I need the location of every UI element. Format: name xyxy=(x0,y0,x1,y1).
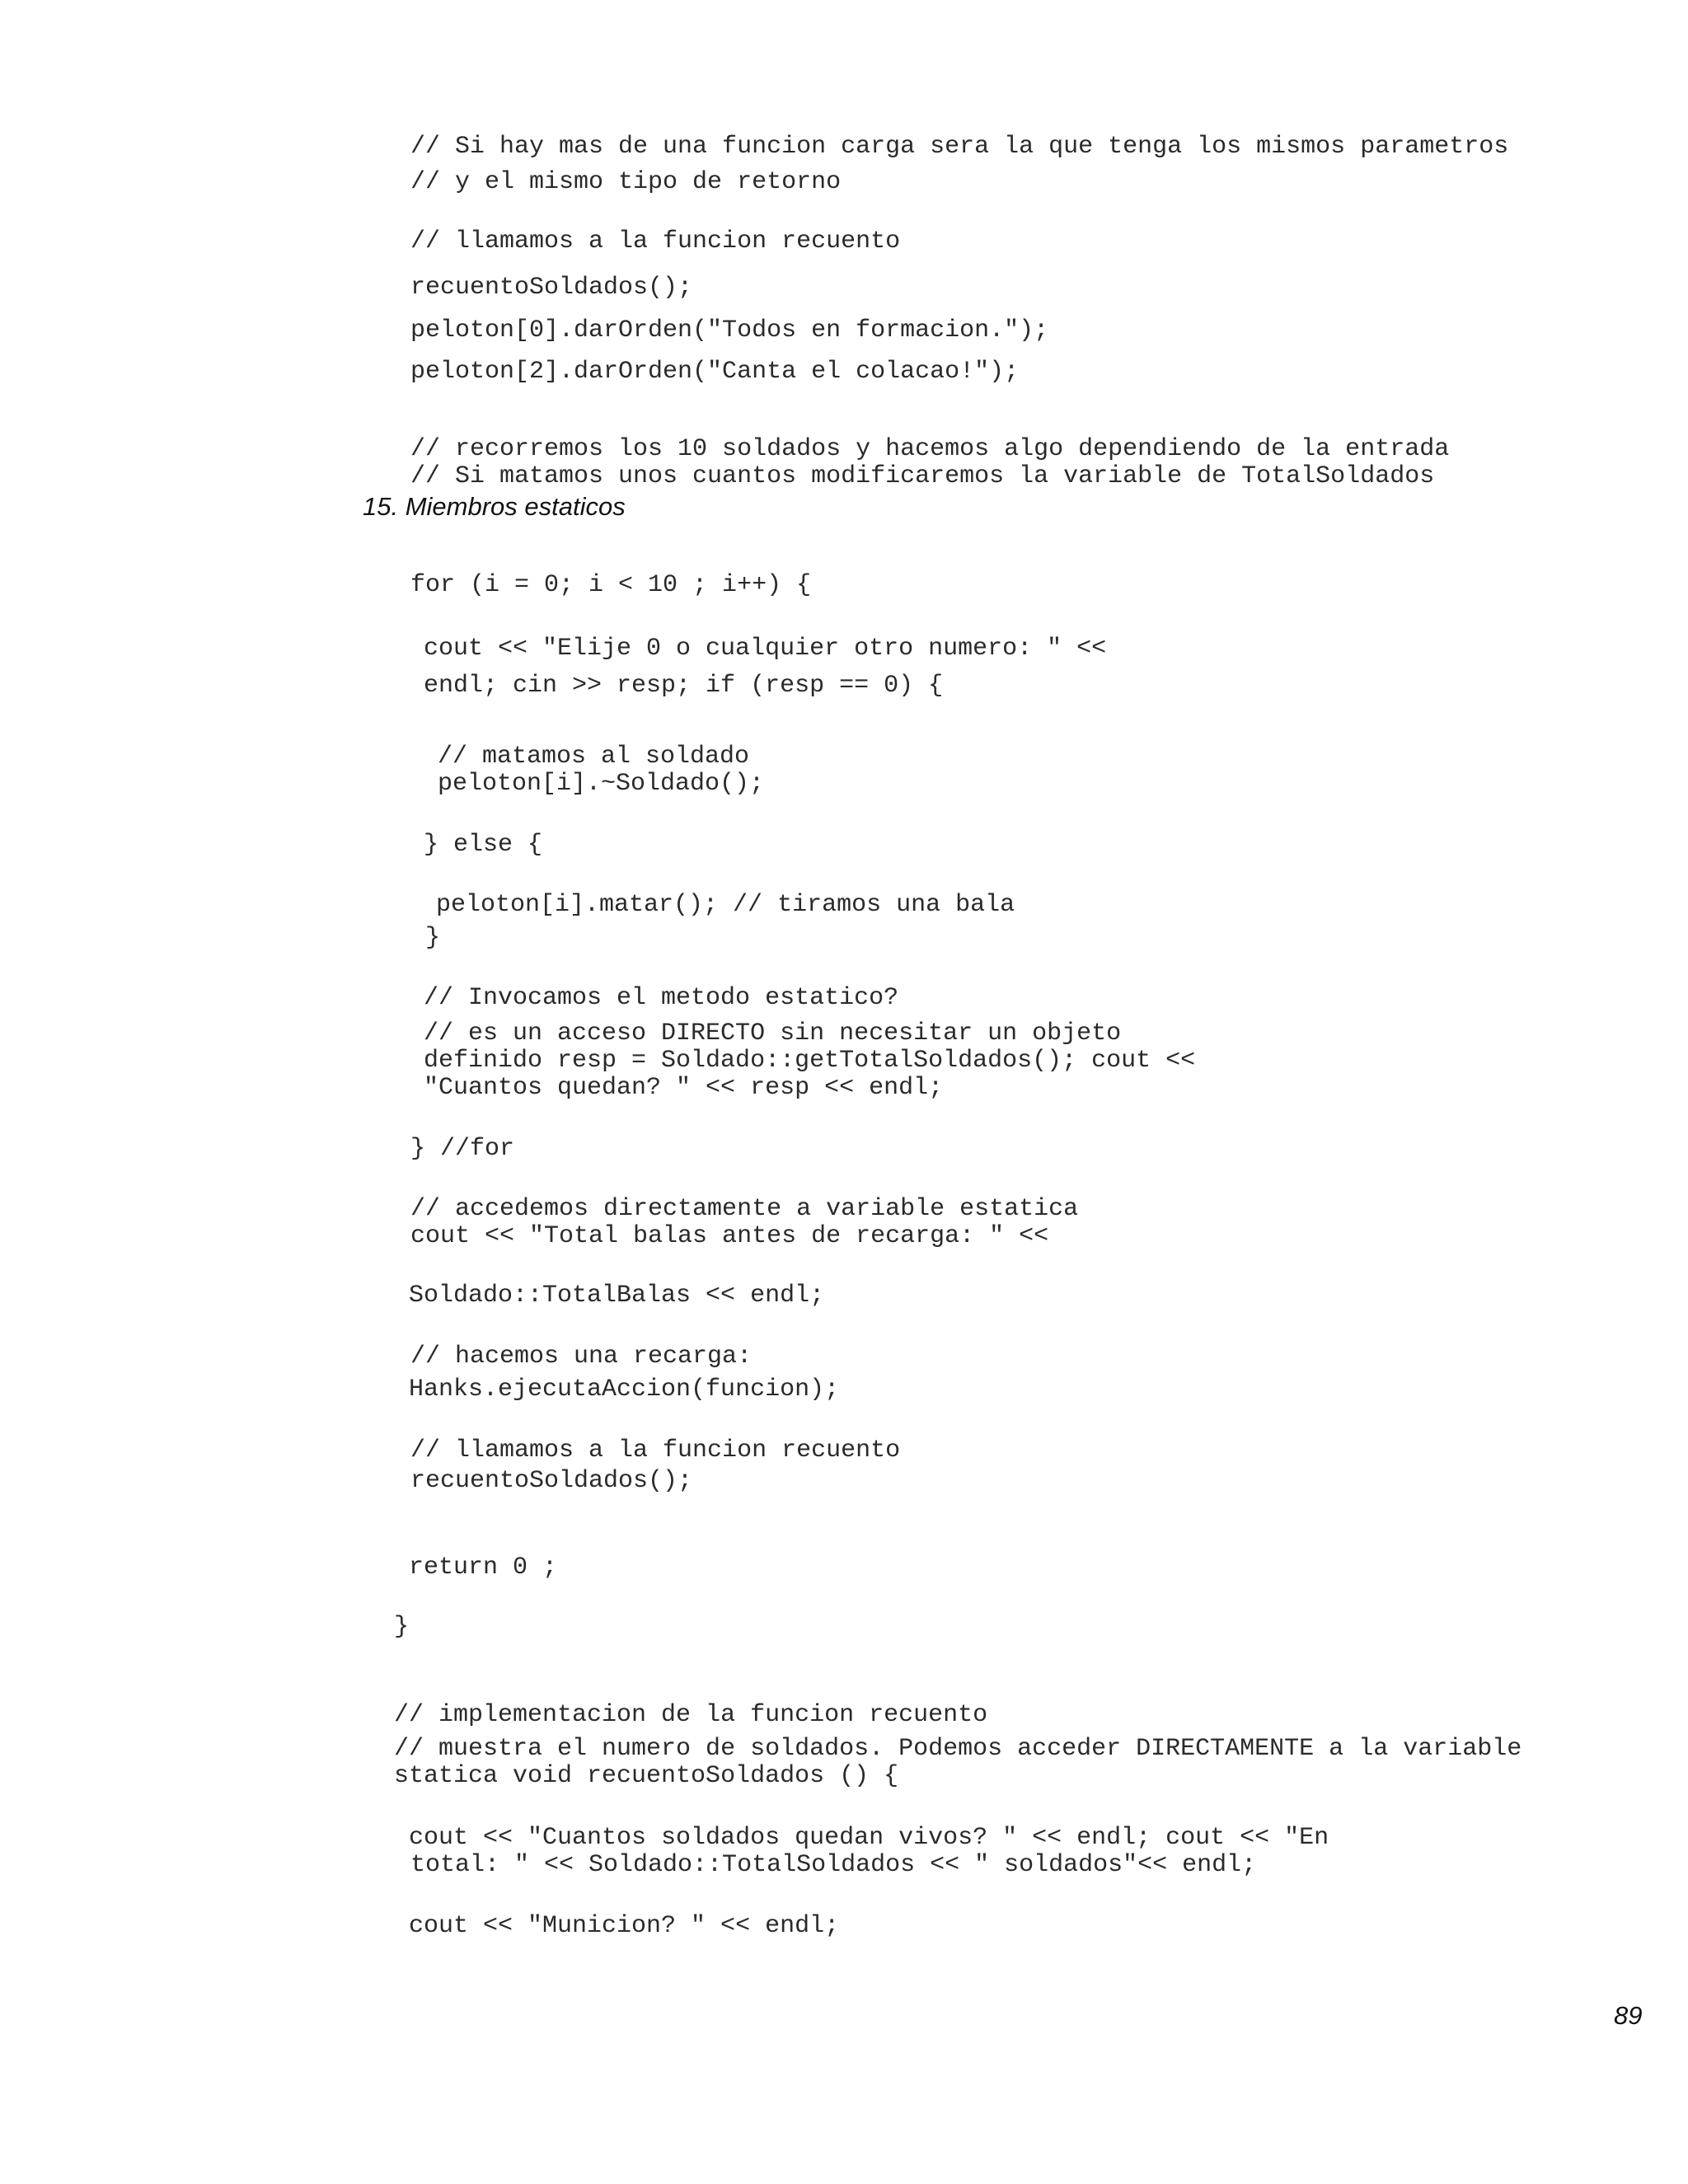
code-line: // accedemos directamente a variable estatica xyxy=(410,1195,1079,1223)
code-line: peloton[0].darOrden("Todos en formacion."); xyxy=(410,316,1049,344)
code-line: recuentoSoldados(); xyxy=(410,274,693,302)
code-line: } //for xyxy=(410,1135,515,1163)
code-line: for (i = 0; i < 10 ; i++) { xyxy=(410,571,812,599)
code-line: cout << "Total balas antes de recarga: " << xyxy=(410,1222,1049,1250)
code-line: recuentoSoldados(); xyxy=(410,1467,693,1495)
section-heading: 15. Miembros estaticos xyxy=(363,492,626,521)
code-line: cout << "Cuantos soldados quedan vivos? " << endl; cout << "En xyxy=(409,1824,1329,1852)
code-line: // muestra el numero de soldados. Podemos acceder DIRECTAMENTE a la variable xyxy=(394,1735,1522,1763)
code-line: // Si matamos unos cuantos modificaremos la variable de TotalSoldados xyxy=(410,462,1435,490)
code-line: cout << "Municion? " << endl; xyxy=(409,1912,840,1940)
code-line: cout << "Elije 0 o cualquier otro numero: " << xyxy=(424,635,1107,663)
code-line: // y el mismo tipo de retorno xyxy=(410,168,842,196)
code-line: // hacemos una recarga: xyxy=(410,1343,753,1371)
code-line: Hanks.ejecutaAccion(funcion); xyxy=(409,1376,840,1404)
code-line: total: " << Soldado::TotalSoldados << " soldados"<< endl; xyxy=(410,1851,1257,1879)
code-line: peloton[i].~Soldado(); xyxy=(438,770,765,798)
code-line: } xyxy=(394,1613,410,1641)
code-line: "Cuantos quedan? " << resp << endl; xyxy=(424,1074,944,1102)
code-line: peloton[i].matar(); // tiramos una bala xyxy=(436,891,1015,919)
code-line: statica void recuentoSoldados () { xyxy=(394,1762,899,1790)
code-line: // llamamos a la funcion recuento xyxy=(410,1436,901,1465)
code-line: // matamos al soldado xyxy=(438,743,750,771)
code-line: // recorremos los 10 soldados y hacemos algo dependiendo de la entrada xyxy=(410,435,1450,463)
code-line: definido resp = Soldado::getTotalSoldados(); cout << xyxy=(424,1047,1196,1075)
page-number: 89 xyxy=(1614,2001,1643,2030)
code-line: // implementacion de la funcion recuento xyxy=(394,1701,988,1729)
code-line: peloton[2].darOrden("Canta el colacao!"); xyxy=(410,358,1020,386)
code-line: // llamamos a la funcion recuento xyxy=(410,227,901,255)
code-line: // es un acceso DIRECTO sin necesitar un objeto xyxy=(424,1019,1122,1047)
code-line: // Si hay mas de una funcion carga sera la que tenga los mismos parametros xyxy=(410,133,1509,161)
code-line: // Invocamos el metodo estatico? xyxy=(424,984,899,1012)
code-line: } else { xyxy=(424,831,543,859)
code-line: } xyxy=(425,924,441,952)
code-line: Soldado::TotalBalas << endl; xyxy=(409,1282,825,1310)
code-line: return 0 ; xyxy=(409,1554,558,1582)
code-line: endl; cin >> resp; if (resp == 0) { xyxy=(424,672,944,700)
